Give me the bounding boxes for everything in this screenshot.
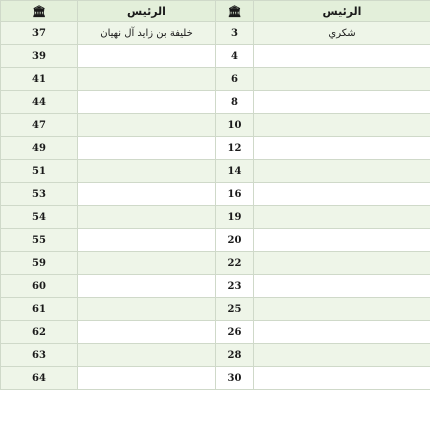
entry-page-right: 22: [216, 252, 254, 275]
entry-page-right: 30: [216, 367, 254, 390]
entry-page-right: 12: [216, 137, 254, 160]
entry-page-right: 28: [216, 344, 254, 367]
toc-row: [1, 137, 430, 160]
entry-name-right: [254, 298, 430, 321]
toc-row: [1, 91, 430, 114]
toc-row: [1, 114, 430, 137]
entry-page-left: 39: [1, 45, 78, 68]
entry-page-right: 4: [216, 45, 254, 68]
entry-name-right: [254, 367, 430, 390]
toc-row: [1, 160, 430, 183]
toc-header-row: [1, 1, 430, 22]
entry-page-right: 16: [216, 183, 254, 206]
entry-name-right: [254, 45, 430, 68]
middle-emblem-icon: 🏛: [216, 1, 254, 22]
entry-page-left: 64: [1, 367, 78, 390]
entry-page-right: 19: [216, 206, 254, 229]
entry-page-left: 55: [1, 229, 78, 252]
entry-page-left: 59: [1, 252, 78, 275]
entry-name-left: [78, 45, 216, 68]
entry-name-left: [78, 321, 216, 344]
entry-page-left: 62: [1, 321, 78, 344]
toc-row: [1, 45, 430, 68]
entry-name-right: [254, 275, 430, 298]
entry-name-right: [254, 252, 430, 275]
entry-name-left: [78, 275, 216, 298]
entry-page-right: 14: [216, 160, 254, 183]
toc-row: [1, 206, 430, 229]
toc-row: [1, 275, 430, 298]
entry-name-left: [78, 344, 216, 367]
entry-name-right: [254, 114, 430, 137]
entry-page-left: 37: [1, 22, 78, 45]
entry-page-left: 47: [1, 114, 78, 137]
toc-row: [1, 252, 430, 275]
entry-page-right: 6: [216, 68, 254, 91]
entry-page-right: 10: [216, 114, 254, 137]
entry-name-left: [78, 137, 216, 160]
entry-name-right: [254, 344, 430, 367]
entry-name-right: [254, 206, 430, 229]
toc-row: [1, 22, 430, 45]
entry-name-right: [254, 321, 430, 344]
entry-page-left: 49: [1, 137, 78, 160]
entry-name-left: خليفة بن زايد آل نهيان: [78, 22, 216, 45]
entry-name-right: [254, 68, 430, 91]
entry-name-left: [78, 114, 216, 137]
entry-name-right: [254, 160, 430, 183]
entry-page-right: 26: [216, 321, 254, 344]
entry-name-right: [254, 183, 430, 206]
entry-name-left: [78, 229, 216, 252]
left-emblem-icon: 🏛: [1, 1, 78, 22]
entry-page-left: 63: [1, 344, 78, 367]
entry-page-left: 51: [1, 160, 78, 183]
toc-row: [1, 298, 430, 321]
entry-name-left: [78, 206, 216, 229]
entry-page-right: 8: [216, 91, 254, 114]
entry-name-left: [78, 298, 216, 321]
entry-page-left: 61: [1, 298, 78, 321]
entry-page-right: 23: [216, 275, 254, 298]
entry-name-left: [78, 367, 216, 390]
toc-row: [1, 367, 430, 390]
entry-name-left: [78, 252, 216, 275]
entry-page-right: 20: [216, 229, 254, 252]
entry-name-right: [254, 229, 430, 252]
toc-row: [1, 321, 430, 344]
entry-name-left: [78, 91, 216, 114]
entry-name-left: [78, 68, 216, 91]
right-title-header: الرئيس: [254, 1, 430, 22]
left-title-header: الرئيس: [78, 1, 216, 22]
entry-name-right: شكري: [254, 22, 430, 45]
toc-row: [1, 344, 430, 367]
entry-name-left: [78, 183, 216, 206]
entry-page-right: 25: [216, 298, 254, 321]
entry-page-left: 60: [1, 275, 78, 298]
entry-page-left: 41: [1, 68, 78, 91]
entry-name-right: [254, 137, 430, 160]
toc-row: [1, 68, 430, 91]
toc-row: [1, 229, 430, 252]
entry-page-right: 3: [216, 22, 254, 45]
entry-page-left: 53: [1, 183, 78, 206]
entry-name-right: [254, 91, 430, 114]
entry-name-left: [78, 160, 216, 183]
entry-page-left: 44: [1, 91, 78, 114]
entry-page-left: 54: [1, 206, 78, 229]
toc-row: [1, 183, 430, 206]
